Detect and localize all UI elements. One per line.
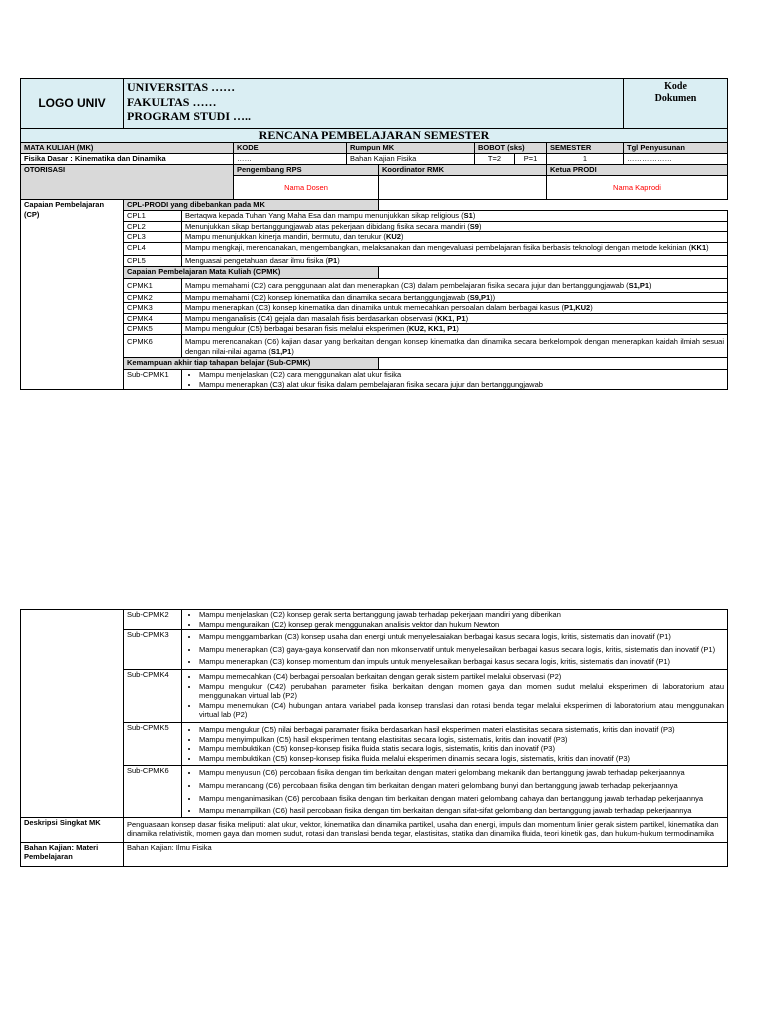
rps-table-page2 bbox=[20, 609, 728, 867]
cpmk-text: Mampu memahami (C2) cara penggunaan alat dan menerapkan (C3) dalam pembelajaran fisika secara jujur dan bertanggungjawab (S1,P1) bbox=[182, 278, 728, 292]
sub-cpmk-items bbox=[182, 630, 728, 670]
list-item: • Mampu memecahkan (C4) berbagai persoalan berkaitan dengan gerak sistem partikel melalui observasi (P2) bbox=[199, 672, 724, 682]
list-item: • Mampu membuktikan (C5) konsep-konsep fisika fluida statis secara logis, sistematis, kritis dan inovatif (P3) bbox=[199, 744, 724, 754]
list-item: • Mampu menerapkan (C3) gaya-gaya konservatif dan non mkonservatif untuk menyelesaikan berbagai kasus secara logis, kritis, sistematis dan inovatif (P1) bbox=[199, 645, 724, 655]
cpl-text: Mampu menunjukkan kinerja mandiri, bermutu, dan terukur (KU2) bbox=[182, 232, 728, 243]
cpmk-code: CPMK3 bbox=[124, 303, 182, 314]
cpmk-code: CPMK4 bbox=[124, 313, 182, 324]
list-item: • Mampu menyimpulkan (C5) hasil eksperimen tentang elastisitas secara logis, sistematis, kritis dan inovatif (P3) bbox=[199, 735, 724, 745]
cpl-code: CPL1 bbox=[124, 211, 182, 222]
semester-header: SEMESTER bbox=[547, 143, 624, 154]
cpl-text: Mampu mengkaji, merencanakan, mengembangkan, melaksanakan dan mengevaluasi pembelajaran fisika berbasis teknologi dengan metode kekinian (KK1) bbox=[182, 242, 728, 256]
list-item: • Mampu menemukan (C4) hubungan antara variabel pada konsep translasi dan rotasi benda tegar melalui eksperimen di laboratorium atau menggunakan virtual lab (P2) bbox=[199, 701, 724, 720]
cpmk-text: Mampu memahami (C2) konsep kinematika dan dinamika secara bertanggungjawab (S9,P1)) bbox=[182, 292, 728, 303]
course-header: MATA KULIAH (MK) bbox=[21, 143, 234, 154]
developer-header: Pengembang RPS bbox=[234, 165, 379, 176]
study-material-text: Bahan Kajian: Ilmu Fisika bbox=[124, 842, 728, 866]
code-header: KODE bbox=[234, 143, 347, 154]
description-text: Penguasaan konsep dasar fisika meliputi: alat ukur, vektor, kinematika dan dinamika partikel, usaha dan energi, impuls dan momentum linier gerak sistem partikel, kinematika dan dinamika relativistik, momen gaya dan momen sudut, rotasi dan translasi benda tegar, elastisitas, statika dan dinamika fluida, teori kinetik gas, dan hukum-hukum termodinamika bbox=[124, 817, 728, 842]
credit-header: BOBOT (sks) bbox=[475, 143, 547, 154]
cp-label-continued bbox=[21, 610, 124, 818]
cpmk-text: Mampu mengukur (C5) berbagai besaran fisis melalui eksperimen (KU2, KK1, P1) bbox=[182, 324, 728, 335]
cpmk-text: Mampu menerapkan (C3) konsep kinematika dan dinamika untuk memecahkan persoalan dalam berbagai kasus (P1,KU2) bbox=[182, 303, 728, 314]
cpmk-code: CPMK6 bbox=[124, 334, 182, 357]
list-item: • Mampu menampilkan (C6) hasil percobaan fisika dengan tim berkaitan dengan sifat-sifat gelombang dan bertanggung jawab terhadap pekerjaannya bbox=[199, 806, 724, 816]
course-code: …… bbox=[234, 154, 347, 165]
list-item: • Mampu menjelaskan (C2) konsep gerak serta bertanggung jawab terhadap pekerjaan mandiri yang diberikan bbox=[199, 610, 724, 620]
cpl-code: CPL5 bbox=[124, 256, 182, 267]
sub-cpmk-items bbox=[182, 766, 728, 817]
sub-cpmk-items bbox=[182, 610, 728, 630]
course-semester: 1 bbox=[547, 154, 624, 165]
cluster-header: Rumpun MK bbox=[347, 143, 475, 154]
list-item: • Mampu menguraikan (C2) konsep gerak menggunakan analisis vektor dan hukum Newton bbox=[199, 620, 724, 630]
faculty-name: FAKULTAS …… bbox=[127, 94, 217, 109]
sub-cpmk-code: Sub-CPMK1 bbox=[124, 370, 182, 390]
sub-cpmk-code: Sub-CPMK5 bbox=[124, 722, 182, 765]
document-title: RENCANA PEMBELAJARAN SEMESTER bbox=[21, 129, 728, 143]
cpmk-code: CPMK2 bbox=[124, 292, 182, 303]
cpl-text: Menunjukkan sikap bertanggungjawab atas pekerjaan dibidang fisika secara mandiri (S9) bbox=[182, 221, 728, 232]
cpl-code: CPL2 bbox=[124, 221, 182, 232]
cpmk-text: Mampu menganalisis (C4) gejala dan masalah fisis berdasarkan observasi (KK1, P1) bbox=[182, 313, 728, 324]
program-name: PROGRAM STUDI ….. bbox=[127, 109, 252, 123]
credit-practice: P=1 bbox=[515, 154, 547, 165]
cpmk-code: CPMK5 bbox=[124, 324, 182, 335]
cpmk-code: CPMK1 bbox=[124, 278, 182, 292]
sub-cpmk-items bbox=[182, 669, 728, 722]
developer-name: Nama Dosen bbox=[234, 176, 379, 200]
sub-cpmk-items bbox=[182, 722, 728, 765]
cpl-text: Bertaqwa kepada Tuhan Yang Maha Esa dan mampu menunjukkan sikap religious (S1) bbox=[182, 211, 728, 222]
cpl-code: CPL3 bbox=[124, 232, 182, 243]
cpl-code: CPL4 bbox=[124, 242, 182, 256]
course-date: ……………… bbox=[624, 154, 728, 165]
list-item: • Mampu menggambarkan (C3) konsep usaha dan energi untuk menyelesaiakan berbagai kasus secara logis, kritis, sistematis dan inovatif (P1) bbox=[199, 632, 724, 642]
list-item: • Mampu menganimasikan (C6) percobaan fisika dengan tim berkaitan dengan materi gelombang cahaya dan bertanggung jawab terhadap pekerjaannya bbox=[199, 794, 724, 804]
cpl-text: Menguasai pengetahuan dasar ilmu fisika (P1) bbox=[182, 256, 728, 267]
blank-cell bbox=[379, 266, 728, 278]
sub-cpmk-code: Sub-CPMK4 bbox=[124, 669, 182, 722]
list-item: • Mampu membuktikan (C5) konsep-konsep fisika fluida melalui eksperimen dinamis secara logis, sistematis, kritis dan inovatif (P3) bbox=[199, 754, 724, 764]
list-item: • Mampu menerapkan (C3) konsep momentum dan impuls untuk menyelesaikan berbagai kasus secara logis, kritis, sistematis dan inovatif (P1) bbox=[199, 657, 724, 667]
authorization-label: OTORISASI bbox=[21, 165, 234, 200]
logo: LOGO UNIV bbox=[21, 79, 124, 129]
date-header: Tgl Penyusunan bbox=[624, 143, 728, 154]
coordinator-name bbox=[379, 176, 547, 200]
list-item: • Mampu mengukur (C5) nilai berbagai paramater fisika berdasarkan hasil eksperimen materi elastisitas secara sistematis, kritis dan inovatif (P3) bbox=[199, 725, 724, 735]
course-cluster: Bahan Kajian Fisika bbox=[347, 154, 475, 165]
list-item: • Mampu merancang (C6) percobaan fisika dengan tim berkaitan dengan materi gelombang bunyi dan bertanggung jawab terhadap pekerjaannya bbox=[199, 781, 724, 791]
sub-cpmk-code: Sub-CPMK2 bbox=[124, 610, 182, 630]
blank-cell bbox=[379, 358, 728, 370]
study-material-label: Bahan Kajian: Materi Pembelajaran bbox=[21, 842, 124, 866]
coordinator-header: Koordinator RMK bbox=[379, 165, 547, 176]
sub-cpmk-code: Sub-CPMK3 bbox=[124, 630, 182, 670]
list-item: • Mampu menerapkan (C3) alat ukur fisika dalam pembelajaran fisika secara jujur dan bertanggungjawab bbox=[199, 380, 724, 390]
course-name: Fisika Dasar : Kinematika dan Dinamika bbox=[21, 154, 234, 165]
head-header: Ketua PRODI bbox=[547, 165, 728, 176]
sub-cpmk-section-header: Kemampuan akhir tiap tahapan belajar (Sub-CPMK) bbox=[124, 358, 379, 370]
cpmk-section-header: Capaian Pembelajaran Mata Kuliah (CPMK) bbox=[124, 266, 379, 278]
list-item: • Mampu mengukur (C42) perubahan parameter fisika berkaitan dengan momen gaya dan momen sudut melalui eksperimen di laboratorium atau menggunakan virtual lab (P2) bbox=[199, 682, 724, 701]
cpmk-text: Mampu merencanakan (C6) kajian dasar yang berkaitan dengan konsep kinematka dan dinamika secara berkelompok dengan menerapkan kaidah ilmiah sesuai dengan nilai-nilai agama (S1,P1) bbox=[182, 334, 728, 357]
institution-block bbox=[124, 79, 624, 129]
credit-theory: T=2 bbox=[475, 154, 515, 165]
head-name: Nama Kaprodi bbox=[547, 176, 728, 200]
rps-table-page1 bbox=[20, 78, 728, 390]
cpl-section-header: CPL-PRODI yang dibebankan pada MK bbox=[124, 200, 379, 211]
document-code: Kode Dokumen bbox=[624, 79, 728, 129]
university-name: UNIVERSITAS …… bbox=[127, 80, 236, 94]
blank-cell bbox=[379, 200, 728, 211]
sub-cpmk-items bbox=[182, 370, 728, 390]
list-item: • Mampu menjelaskan (C2) cara menggunakan alat ukur fisika bbox=[199, 370, 724, 380]
cp-label: Capaian Pembelajaran (CP) bbox=[21, 200, 124, 390]
sub-cpmk-code: Sub-CPMK6 bbox=[124, 766, 182, 817]
list-item: • Mampu menyusun (C6) percobaan fisika dengan tim berkaitan dengan materi gelombang mekanik dan bertanggung jawab terhadap pekerjaannya bbox=[199, 768, 724, 778]
description-label: Deskripsi Singkat MK bbox=[21, 817, 124, 842]
